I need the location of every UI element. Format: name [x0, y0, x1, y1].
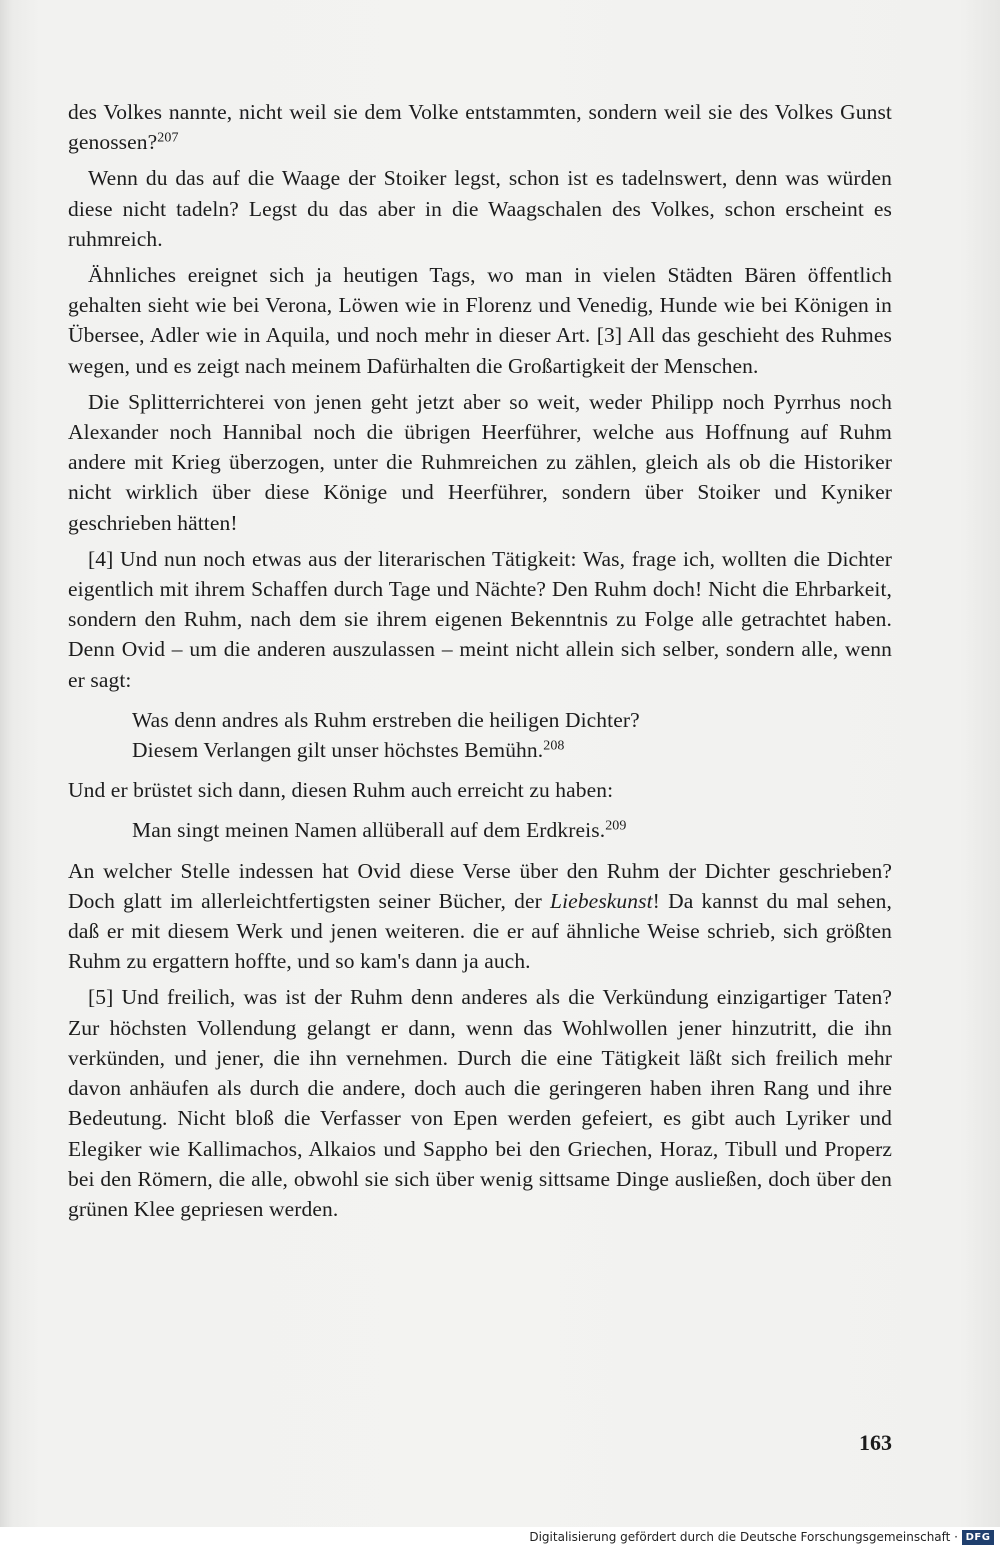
paragraph-1: des Volkes nannte, nicht weil sie dem Volke entstammten, sondern weil sie des Volkes Gunst genossen?$^{207}$: [68, 100, 892, 155]
paragraph-5: [4] Und nun noch etwas aus der literarischen Tätigkeit: Was, frage ich, wollten die Dichter eigentlich mit ihrem Schaffen durch Tage und Nächte? Den Ruhm doch! Nicht die Ehrbarkeit, sondern den Ruhm, nach dem sie ihrem eigenen Bekenntnis zu Folge alle getrachtet haben. Denn Ovid – um die anderen auszulassen – meint nicht allein sich selber, sondern alle, wenn er sagt:: [68, 546, 892, 692]
footer-bar: [0, 1527, 1000, 1549]
footer-credit: Digitalisierung gefördert durch die Deutsche Forschungsgemeinschaft ·: [529, 1530, 958, 1544]
paragraph-4: Die Splitterrichterei von jenen geht jetzt aber so weit, weder Philipp noch Pyrrhus noch Alexander noch Hannibal noch die übrigen Heerführer, welche aus Hoffnung auf Ruhm andere mit Krieg überzogen, unter die Ruhmreichen zu zählen, gleich als ob die Historiker nicht wirklich über diese Könige und Heerführer, sondern über Stoiker und Kyniker geschrieben hätten!: [68, 389, 892, 535]
paragraph-2: Wenn du das auf die Waage der Stoiker legst, schon ist es tadelnswert, denn was würden diese nicht tadeln? Legst du das aber in die Waagschalen des Volkes, schon erscheint es ruhmreich.: [68, 166, 892, 251]
verse-line-3: Man singt meinen Namen allüberall auf dem Erdkreis.$^{209}$: [132, 818, 627, 843]
paragraph-6: Und er brüstet sich dann, diesen Ruhm auch erreicht zu haben:: [68, 778, 614, 803]
paragraph-8: [5] Und freilich, was ist der Ruhm denn anderes als die Verkündung einzigartiger Taten? Zur höchsten Vollendung gelangt er dann, wenn das Wohlwollen jener hinzutritt, die ihn verkünden, und jener, die ihn vernehmen. Durch die eine Tätigkeit läßt sich freilich mehr davon anhäufen als durch die andere, doch auch die geringeren haben ihren Rang und ihre Bedeutung. Nicht bloß die Verfasser von Epen werden gefeiert, es gibt auch Lyriker und Elegiker wie Kallimachos, Alkaios und Sappho bei den Griechen, Horaz, Tibull und Properz bei den Römern, die alle, obwohl sie sich über wenig sittsame Dinge ausließen, doch über den grünen Klee gepriesen werden.: [68, 985, 892, 1221]
body-text: [68, 97, 892, 1230]
verse-quote-2: [132, 815, 892, 845]
paragraph-3: Ähnliches ereignet sich ja heutigen Tags, wo man in vielen Städten Bären öffentlich gehalten sieht wie bei Verona, Löwen wie in Florenz und Venedig, Hunde wie bei Königen in Übersee, Adler wie in Aquila, und noch mehr in dieser Art. [3] All das geschieht des Ruhmes wegen, und es zeigt nach meinem Dafürhalten die Großartigkeit der Menschen.: [68, 263, 892, 378]
verse-line-2: Diesem Verlangen gilt unser höchstes Bemühn.$^{208}$: [132, 738, 565, 763]
footnote-ref-207: 207: [157, 130, 179, 146]
verse-quote-1: [132, 705, 892, 765]
footnote-ref-208: 208: [543, 738, 565, 754]
page-number: 163: [859, 1430, 892, 1455]
dfg-logo-icon: DFG: [962, 1530, 994, 1545]
paragraph-7: An welcher Stelle indessen hat Ovid diese Verse über den Ruhm der Dichter geschrieben? Doch glatt im allerleichtfertigsten seiner Bücher, der Liebeskunst! Da kannst du mal sehen, daß er mit diesem Werk und jenen weiteren. die er auf ähnliche Weise schrieb, sich größten Ruhm zu ergattern hoffte, und so kam's dann ja auch.: [68, 858, 892, 974]
footnote-ref-209: 209: [605, 818, 627, 834]
verse-line-1: Was denn andres als Ruhm erstreben die heiligen Dichter?: [132, 707, 640, 732]
book-title: Liebeskunst: [550, 888, 653, 913]
